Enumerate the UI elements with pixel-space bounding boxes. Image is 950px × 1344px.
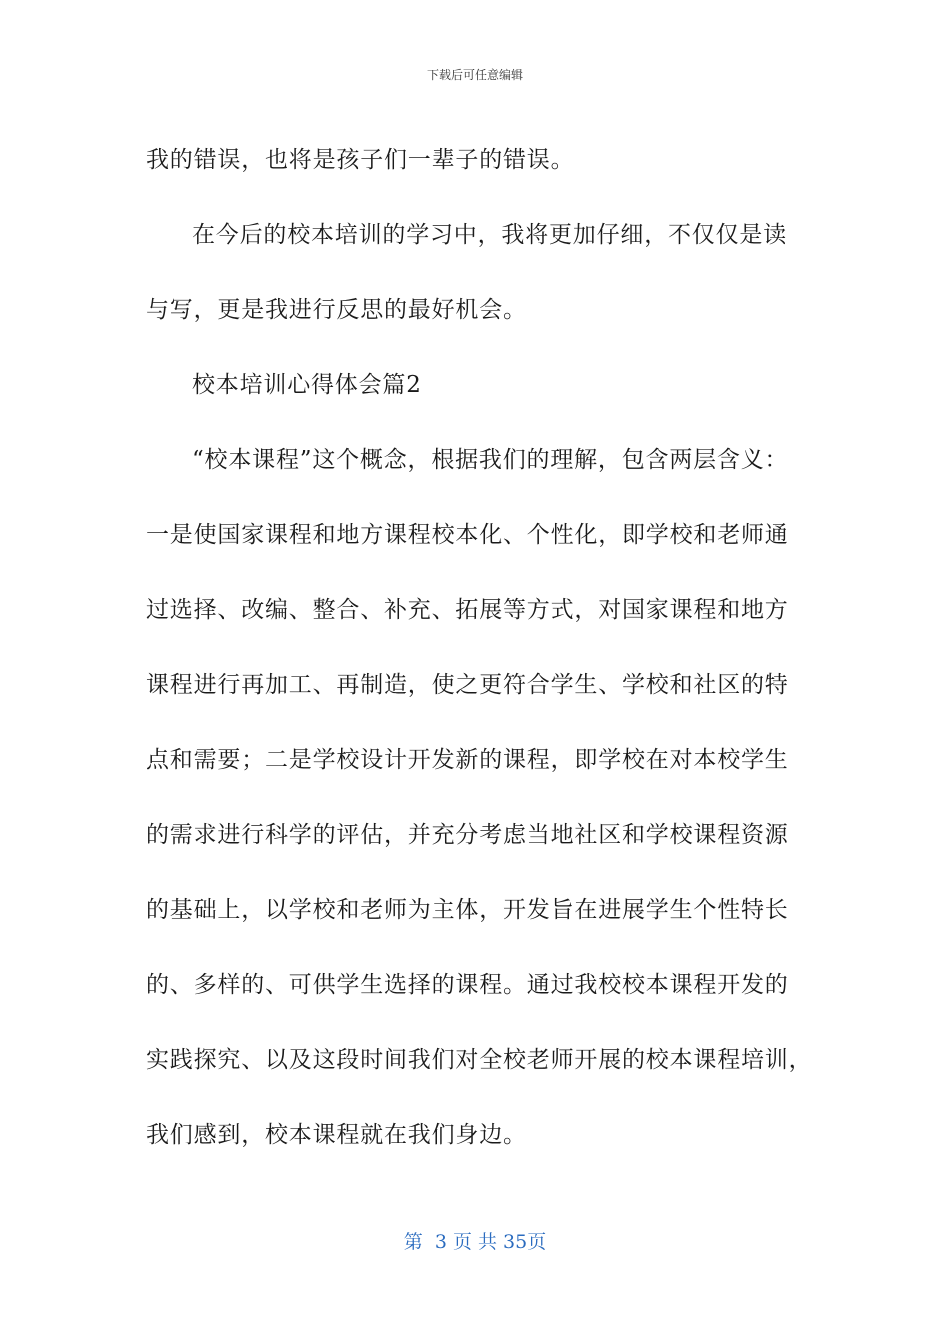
text-line: 一是使国家课程和地方课程校本化、个性化，即学校和老师通	[146, 522, 789, 548]
text-line: 的、多样的、可供学生选择的课程。通过我校校本课程开发的	[146, 972, 789, 998]
paragraph-start: “校本课程”这个概念，根据我们的理解，包含两层含义：	[192, 447, 789, 473]
text-line: 课程进行再加工、再制造，使之更符合学生、学校和社区的特	[146, 672, 789, 698]
text-line: 过选择、改编、整合、补充、拓展等方式，对国家课程和地方	[146, 597, 789, 623]
text-line: 的基础上，以学校和老师为主体，开发旨在进展学生个性特长	[146, 897, 789, 923]
text-line: 的需求进行科学的评估，并充分考虑当地社区和学校课程资源	[146, 822, 789, 848]
paragraph-start: 在今后的校本培训的学习中，我将更加仔细，不仅仅是读	[192, 222, 787, 248]
text-line: 我们感到，校本课程就在我们身边。	[146, 1122, 527, 1148]
text-line: 我的错误，也将是孩子们一辈子的错误。	[146, 147, 575, 173]
text-line: 点和需要；二是学校设计开发新的课程，即学校在对本校学生	[146, 747, 789, 773]
text-line: 与写，更是我进行反思的最好机会。	[146, 297, 527, 323]
document-body	[146, 123, 814, 1173]
section-heading: 校本培训心得体会篇2	[192, 372, 422, 398]
page-number: 第 3 页 共 35页	[403, 1231, 547, 1253]
page-header: 下载后可任意编辑	[426, 68, 523, 82]
text-line: 实践探究、以及这段时间我们对全校老师开展的校本课程培训，	[146, 1047, 813, 1073]
